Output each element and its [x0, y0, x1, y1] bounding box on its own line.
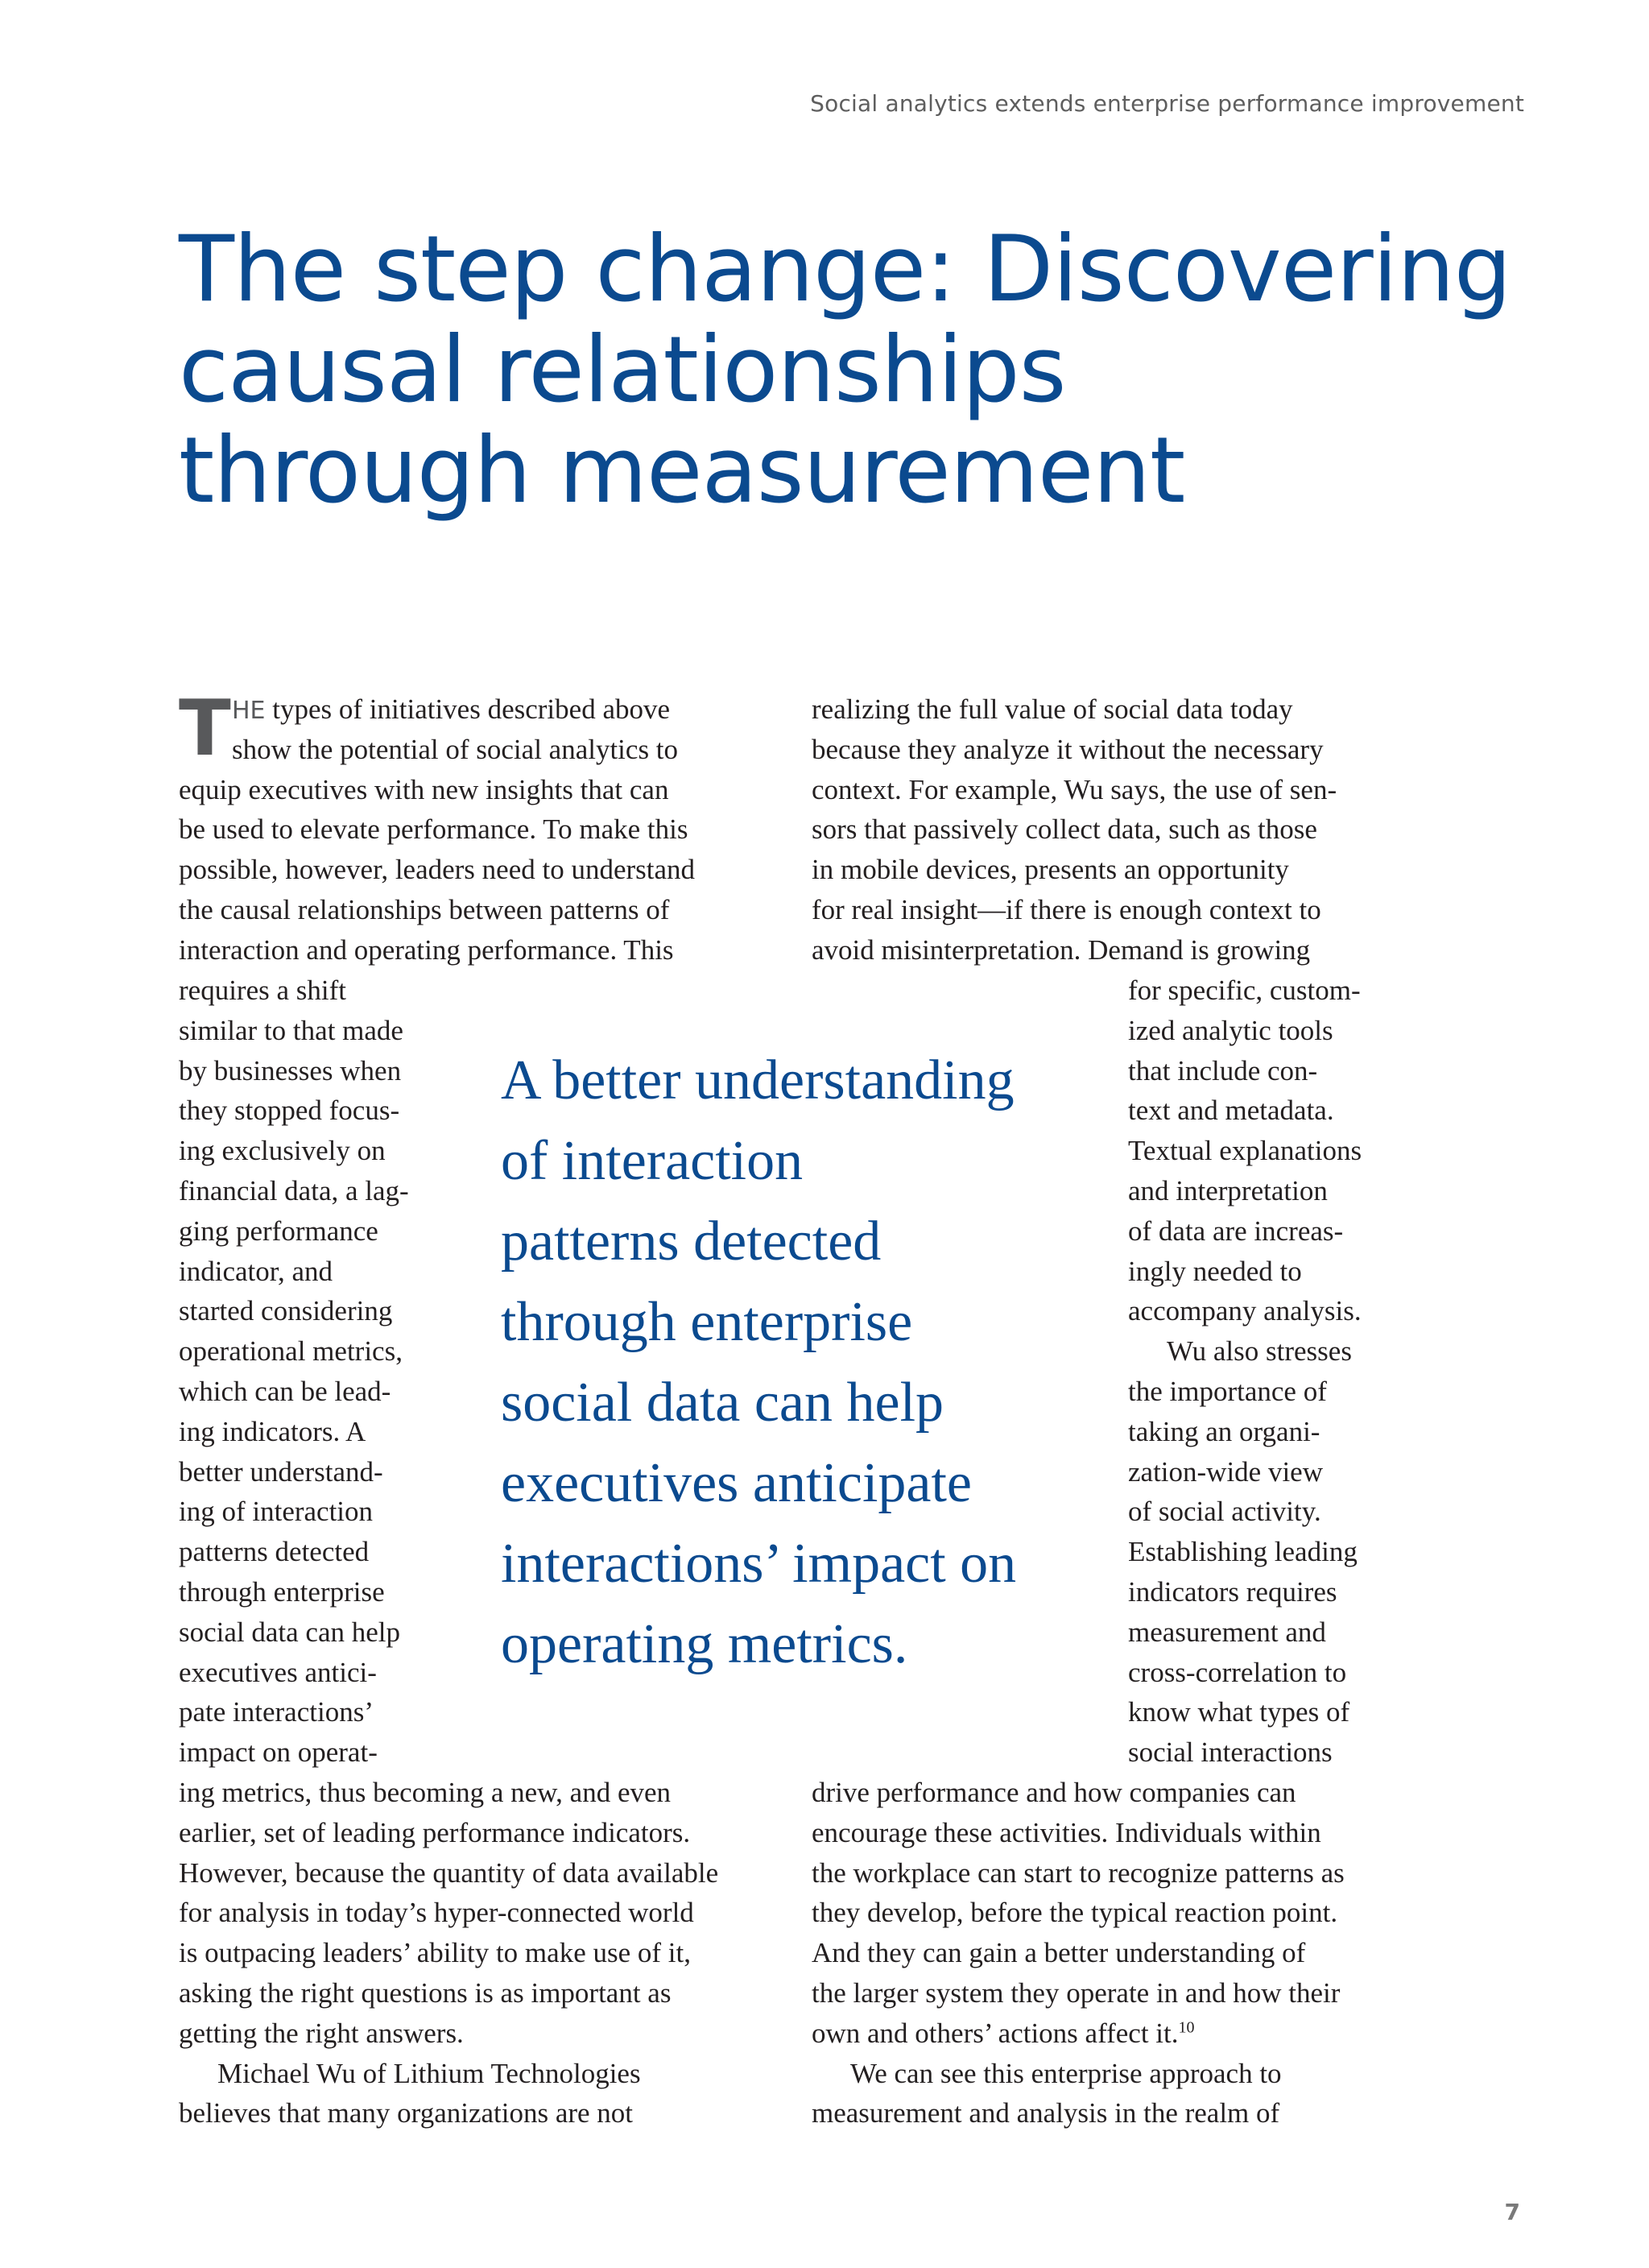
- body-line: possible, however, leaders need to understand: [179, 854, 696, 886]
- body-line: in mobile devices, presents an opportunity: [812, 854, 1289, 886]
- body-line: show the potential of social analytics to: [232, 733, 679, 765]
- body-line: Wu also stresses: [1167, 1335, 1352, 1368]
- drop-cap-smallcaps: HE: [232, 697, 266, 725]
- column-1-top: [179, 685, 696, 971]
- body-line: requires a shift: [179, 975, 346, 1006]
- body-line: by businesses when: [179, 1054, 402, 1086]
- body-line: and interpretation: [1128, 1174, 1328, 1206]
- body-line: measurement and: [1128, 1616, 1326, 1648]
- body-line: ing exclusively on: [179, 1135, 386, 1167]
- pull-quote: [501, 1041, 1016, 1685]
- drop-cap: T: [179, 685, 231, 773]
- body-line: encourage these activities. Individuals within: [812, 1816, 1321, 1848]
- column-1-narrow: [179, 971, 409, 1773]
- body-line: realizing the full value of social data today: [812, 693, 1293, 725]
- title-line: through measurement: [179, 417, 1185, 524]
- body-line: financial data, a lag-: [179, 1174, 409, 1206]
- body-line: for real insight—if there is enough context to: [812, 893, 1321, 925]
- body-line: social interactions: [1128, 1736, 1333, 1769]
- body-line: through enterprise: [179, 1575, 385, 1608]
- pull-quote-line: operating metrics.: [501, 1613, 908, 1675]
- body-line: which can be lead-: [179, 1375, 391, 1407]
- body-line: pate interactions’: [179, 1696, 374, 1728]
- body-line: the causal relationships between patterns of: [179, 893, 670, 925]
- body-line: be used to elevate performance. To make this: [179, 813, 688, 846]
- pull-quote-line: interactions’ impact on: [501, 1533, 1017, 1595]
- body-line: know what types of: [1128, 1696, 1350, 1728]
- body-line: for analysis in today’s hyper-connected world: [179, 1897, 694, 1929]
- body-line: accompany analysis.: [1128, 1295, 1362, 1327]
- body-line: However, because the quantity of data available: [179, 1856, 719, 1889]
- body-line: ing metrics, thus becoming a new, and even: [179, 1777, 672, 1808]
- body-line: measurement and analysis in the realm of: [812, 2097, 1280, 2129]
- pull-quote-line: social data can help: [501, 1372, 944, 1434]
- body-line: patterns detected: [179, 1536, 370, 1568]
- column-2-narrow: [1128, 971, 1362, 1773]
- body-line: started considering: [179, 1295, 393, 1327]
- body-line: because they analyze it without the necessary: [812, 733, 1324, 765]
- pull-quote-line: executives anticipate: [501, 1452, 972, 1514]
- title-line: causal relationships: [179, 317, 1066, 423]
- footnote-ref: 10: [1178, 2018, 1195, 2037]
- body-line: the larger system they operate in and how their: [812, 1976, 1341, 2009]
- body-line: earlier, set of leading performance indicators.: [179, 1816, 691, 1848]
- page-number: 7: [1504, 2199, 1520, 2225]
- body-line: equip executives with new insights that can: [179, 773, 669, 805]
- body-line: Textual explanations: [1128, 1135, 1362, 1167]
- body-line: for specific, custom-: [1128, 975, 1361, 1006]
- body-line: text and metadata.: [1128, 1095, 1334, 1127]
- body-line: operational metrics,: [179, 1335, 403, 1368]
- body-line: ing indicators. A: [179, 1415, 366, 1447]
- body-line: ing of interaction: [179, 1496, 374, 1528]
- body-line: indicators requires: [1128, 1575, 1337, 1608]
- body-line: that include con-: [1128, 1054, 1318, 1086]
- body-line: sors that passively collect data, such as those: [812, 813, 1317, 846]
- body-line: ized analytic tools: [1128, 1014, 1333, 1046]
- body-line: drive performance and how companies can: [812, 1777, 1296, 1808]
- body-line: And they can gain a better understanding of: [812, 1937, 1306, 1969]
- body-line: Establishing leading: [1128, 1536, 1358, 1568]
- body-line: they stopped focus-: [179, 1095, 400, 1127]
- body-line: interaction and operating performance. This: [179, 933, 674, 966]
- pull-quote-line: A better understanding: [501, 1049, 1015, 1111]
- body-line: they develop, before the typical reaction point.: [812, 1897, 1338, 1929]
- body-line: cross-correlation to: [1128, 1656, 1347, 1688]
- body-line-text: types of initiatives described above: [265, 693, 671, 725]
- body-line: is outpacing leaders’ ability to make use of it,: [179, 1937, 691, 1969]
- body-line: asking the right questions is as important as: [179, 1976, 672, 2009]
- column-2-bottom: [812, 1773, 1345, 2133]
- column-2-top: [812, 689, 1337, 971]
- body-line: of data are increas-: [1128, 1215, 1344, 1247]
- body-line: zation-wide view: [1128, 1455, 1323, 1488]
- body-line: believes that many organizations are not: [179, 2097, 634, 2129]
- body-line: executives antici-: [179, 1656, 377, 1688]
- column-1-bottom: [179, 1773, 718, 2133]
- body-line: context. For example, Wu says, the use of sen-: [812, 773, 1337, 805]
- body-line: impact on operat-: [179, 1736, 378, 1769]
- body-line: ingly needed to: [1128, 1255, 1302, 1287]
- body-line: social data can help: [179, 1616, 401, 1648]
- body-line: indicator, and: [179, 1255, 333, 1287]
- body-line: [812, 2013, 1345, 2054]
- body-line: similar to that made: [179, 1014, 403, 1046]
- title-line: The step change: Discovering: [179, 216, 1511, 322]
- body-line: We can see this enterprise approach to: [850, 2057, 1282, 2089]
- body-line: ging performance: [179, 1215, 378, 1247]
- pull-quote-line: patterns detected: [501, 1211, 882, 1273]
- body-line-text: own and others’ actions affect it.: [812, 2017, 1179, 2049]
- body-line: avoid misinterpretation. Demand is growing: [812, 933, 1311, 966]
- body-line: [179, 689, 695, 730]
- body-line: of social activity.: [1128, 1496, 1321, 1528]
- page-title: [179, 216, 1511, 524]
- body-line: getting the right answers.: [179, 2017, 464, 2049]
- running-head: Social analytics extends enterprise performance improvement: [810, 90, 1524, 117]
- pull-quote-line: through enterprise: [501, 1291, 913, 1353]
- body-line: Michael Wu of Lithium Technologies: [217, 2057, 641, 2089]
- body-line: the workplace can start to recognize patterns as: [812, 1856, 1345, 1889]
- pull-quote-line: of interaction: [501, 1130, 804, 1192]
- body-line: the importance of: [1128, 1375, 1327, 1407]
- body-line: taking an organi-: [1128, 1415, 1320, 1447]
- body-line: better understand-: [179, 1455, 383, 1488]
